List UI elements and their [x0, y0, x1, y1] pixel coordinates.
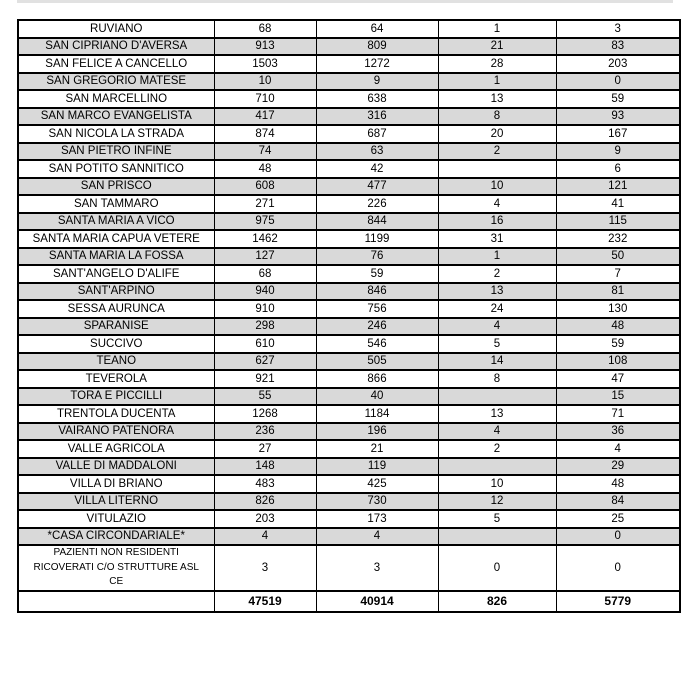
table-row — [18, 20, 680, 38]
value-cell: 4 — [556, 440, 680, 458]
table-row — [18, 528, 680, 546]
municipality-name-cell: SESSA AURUNCA — [18, 300, 214, 318]
value-cell: 298 — [214, 318, 316, 336]
municipality-name-cell: PAZIENTI NON RESIDENTI RICOVERATI C/O STRUTTURE ASL CE — [18, 545, 214, 591]
value-cell: 93 — [556, 108, 680, 126]
value-cell: 1462 — [214, 230, 316, 248]
value-cell: 5 — [438, 510, 556, 528]
value-cell: 40 — [316, 388, 438, 406]
table-row — [18, 440, 680, 458]
value-cell: 844 — [316, 213, 438, 231]
municipality-name-cell: SANTA MARIA A VICO — [18, 213, 214, 231]
value-cell: 8 — [438, 370, 556, 388]
value-cell: 0 — [556, 73, 680, 91]
value-cell: 36 — [556, 423, 680, 441]
value-cell: 0 — [556, 528, 680, 546]
value-cell: 196 — [316, 423, 438, 441]
table-row — [18, 423, 680, 441]
value-cell: 167 — [556, 125, 680, 143]
value-cell — [438, 528, 556, 546]
value-cell: 29 — [556, 458, 680, 476]
value-cell: 1184 — [316, 405, 438, 423]
value-cell: 826 — [438, 591, 556, 612]
value-cell: 83 — [556, 38, 680, 56]
value-cell: 71 — [556, 405, 680, 423]
table-row — [18, 300, 680, 318]
municipality-name-cell: SANT'ANGELO D'ALIFE — [18, 265, 214, 283]
table-row — [18, 510, 680, 528]
value-cell: 203 — [214, 510, 316, 528]
municipality-name-cell: SAN MARCELLINO — [18, 90, 214, 108]
value-cell: 74 — [214, 143, 316, 161]
table-row — [18, 318, 680, 336]
value-cell: 50 — [556, 248, 680, 266]
value-cell: 148 — [214, 458, 316, 476]
value-cell: 68 — [214, 20, 316, 38]
table-row — [18, 38, 680, 56]
municipality-name-cell: SAN POTITO SANNITICO — [18, 160, 214, 178]
value-cell: 27 — [214, 440, 316, 458]
table-row — [18, 90, 680, 108]
table-row — [18, 230, 680, 248]
municipality-name-cell: SAN PIETRO INFINE — [18, 143, 214, 161]
table-row — [18, 283, 680, 301]
value-cell: 730 — [316, 493, 438, 511]
municipality-name-cell: TORA E PICCILLI — [18, 388, 214, 406]
value-cell: 121 — [556, 178, 680, 196]
value-cell: 3 — [214, 545, 316, 591]
value-cell: 236 — [214, 423, 316, 441]
value-cell — [438, 388, 556, 406]
value-cell: 55 — [214, 388, 316, 406]
value-cell: 4 — [438, 195, 556, 213]
table-row — [18, 493, 680, 511]
value-cell: 5 — [438, 335, 556, 353]
value-cell: 41 — [556, 195, 680, 213]
value-cell: 9 — [556, 143, 680, 161]
value-cell: 3 — [316, 545, 438, 591]
table-row — [18, 475, 680, 493]
table-row — [18, 160, 680, 178]
value-cell: 0 — [556, 545, 680, 591]
value-cell: 9 — [316, 73, 438, 91]
table-row — [18, 108, 680, 126]
table-row — [18, 405, 680, 423]
municipality-name-cell — [18, 591, 214, 612]
value-cell: 48 — [556, 475, 680, 493]
value-cell: 846 — [316, 283, 438, 301]
value-cell: 81 — [556, 283, 680, 301]
value-cell: 10 — [438, 178, 556, 196]
value-cell: 47 — [556, 370, 680, 388]
table-row — [18, 213, 680, 231]
value-cell: 1 — [438, 248, 556, 266]
municipality-name-cell: SAN PRISCO — [18, 178, 214, 196]
value-cell: 687 — [316, 125, 438, 143]
value-cell — [438, 458, 556, 476]
municipality-statistics-table — [17, 19, 681, 613]
value-cell: 756 — [316, 300, 438, 318]
value-cell: 2 — [438, 265, 556, 283]
value-cell: 1199 — [316, 230, 438, 248]
table-row — [18, 55, 680, 73]
municipality-name-cell: VAIRANO PATENORA — [18, 423, 214, 441]
value-cell: 59 — [556, 90, 680, 108]
municipality-name-cell: SAN FELICE A CANCELLO — [18, 55, 214, 73]
value-cell: 10 — [214, 73, 316, 91]
value-cell: 2 — [438, 143, 556, 161]
value-cell: 203 — [556, 55, 680, 73]
value-cell: 127 — [214, 248, 316, 266]
municipality-name-cell: SAN GREGORIO MATESE — [18, 73, 214, 91]
value-cell: 6 — [556, 160, 680, 178]
value-cell: 10 — [438, 475, 556, 493]
municipality-name-cell: VILLA LITERNO — [18, 493, 214, 511]
value-cell: 48 — [556, 318, 680, 336]
municipality-name-cell: SAN TAMMARO — [18, 195, 214, 213]
value-cell: 505 — [316, 353, 438, 371]
value-cell: 12 — [438, 493, 556, 511]
value-cell: 59 — [316, 265, 438, 283]
value-cell — [438, 160, 556, 178]
value-cell: 271 — [214, 195, 316, 213]
value-cell: 20 — [438, 125, 556, 143]
value-cell: 477 — [316, 178, 438, 196]
table-row — [18, 458, 680, 476]
table-row — [18, 335, 680, 353]
municipality-name-cell: VALLE AGRICOLA — [18, 440, 214, 458]
value-cell: 48 — [214, 160, 316, 178]
municipality-name-cell: SANT'ARPINO — [18, 283, 214, 301]
table-row — [18, 73, 680, 91]
value-cell: 826 — [214, 493, 316, 511]
table-row — [18, 125, 680, 143]
value-cell: 84 — [556, 493, 680, 511]
value-cell: 13 — [438, 405, 556, 423]
value-cell: 40914 — [316, 591, 438, 612]
table-row — [18, 178, 680, 196]
value-cell: 24 — [438, 300, 556, 318]
value-cell: 627 — [214, 353, 316, 371]
municipality-name-cell: VITULAZIO — [18, 510, 214, 528]
value-cell: 21 — [438, 38, 556, 56]
totals-row — [18, 591, 680, 612]
value-cell: 638 — [316, 90, 438, 108]
municipality-name-cell: TRENTOLA DUCENTA — [18, 405, 214, 423]
municipality-name-cell: SAN MARCO EVANGELISTA — [18, 108, 214, 126]
value-cell: 417 — [214, 108, 316, 126]
value-cell: 1 — [438, 20, 556, 38]
value-cell: 25 — [556, 510, 680, 528]
value-cell: 608 — [214, 178, 316, 196]
value-cell: 425 — [316, 475, 438, 493]
municipality-name-cell: RUVIANO — [18, 20, 214, 38]
cropped-row-edge — [17, 0, 673, 3]
value-cell: 1272 — [316, 55, 438, 73]
value-cell: 3 — [556, 20, 680, 38]
value-cell: 76 — [316, 248, 438, 266]
value-cell: 4 — [316, 528, 438, 546]
value-cell: 119 — [316, 458, 438, 476]
value-cell: 710 — [214, 90, 316, 108]
value-cell: 4 — [214, 528, 316, 546]
table-row — [18, 370, 680, 388]
value-cell: 866 — [316, 370, 438, 388]
table-row — [18, 195, 680, 213]
value-cell: 2 — [438, 440, 556, 458]
value-cell: 108 — [556, 353, 680, 371]
value-cell: 546 — [316, 335, 438, 353]
value-cell: 232 — [556, 230, 680, 248]
municipality-name-cell: TEVEROLA — [18, 370, 214, 388]
value-cell: 913 — [214, 38, 316, 56]
value-cell: 64 — [316, 20, 438, 38]
municipality-name-cell: SPARANISE — [18, 318, 214, 336]
value-cell: 921 — [214, 370, 316, 388]
value-cell: 8 — [438, 108, 556, 126]
value-cell: 809 — [316, 38, 438, 56]
value-cell: 31 — [438, 230, 556, 248]
value-cell: 1268 — [214, 405, 316, 423]
municipality-name-cell: SAN CIPRIANO D'AVERSA — [18, 38, 214, 56]
value-cell: 0 — [438, 545, 556, 591]
table-row — [18, 265, 680, 283]
value-cell: 483 — [214, 475, 316, 493]
value-cell: 115 — [556, 213, 680, 231]
value-cell: 4 — [438, 318, 556, 336]
value-cell: 13 — [438, 283, 556, 301]
value-cell: 975 — [214, 213, 316, 231]
value-cell: 4 — [438, 423, 556, 441]
value-cell: 226 — [316, 195, 438, 213]
value-cell: 1503 — [214, 55, 316, 73]
value-cell: 59 — [556, 335, 680, 353]
value-cell: 21 — [316, 440, 438, 458]
value-cell: 910 — [214, 300, 316, 318]
value-cell: 874 — [214, 125, 316, 143]
municipality-name-cell: VALLE DI MADDALONI — [18, 458, 214, 476]
value-cell: 130 — [556, 300, 680, 318]
municipality-name-cell: *CASA CIRCONDARIALE* — [18, 528, 214, 546]
municipality-name-cell: SANTA MARIA CAPUA VETERE — [18, 230, 214, 248]
municipality-name-cell: SAN NICOLA LA STRADA — [18, 125, 214, 143]
table-row — [18, 388, 680, 406]
municipality-name-cell: VILLA DI BRIANO — [18, 475, 214, 493]
value-cell: 68 — [214, 265, 316, 283]
municipality-name-cell: TEANO — [18, 353, 214, 371]
table-row — [18, 143, 680, 161]
value-cell: 63 — [316, 143, 438, 161]
table-body — [18, 20, 680, 612]
value-cell: 940 — [214, 283, 316, 301]
value-cell: 42 — [316, 160, 438, 178]
municipality-name-cell: SANTA MARIA LA FOSSA — [18, 248, 214, 266]
value-cell: 47519 — [214, 591, 316, 612]
value-cell: 246 — [316, 318, 438, 336]
value-cell: 16 — [438, 213, 556, 231]
value-cell: 5779 — [556, 591, 680, 612]
value-cell: 28 — [438, 55, 556, 73]
value-cell: 610 — [214, 335, 316, 353]
table-row — [18, 545, 680, 591]
municipality-name-cell: SUCCIVO — [18, 335, 214, 353]
table-row — [18, 353, 680, 371]
table-row — [18, 248, 680, 266]
value-cell: 14 — [438, 353, 556, 371]
value-cell: 173 — [316, 510, 438, 528]
value-cell: 1 — [438, 73, 556, 91]
value-cell: 15 — [556, 388, 680, 406]
value-cell: 7 — [556, 265, 680, 283]
value-cell: 13 — [438, 90, 556, 108]
value-cell: 316 — [316, 108, 438, 126]
